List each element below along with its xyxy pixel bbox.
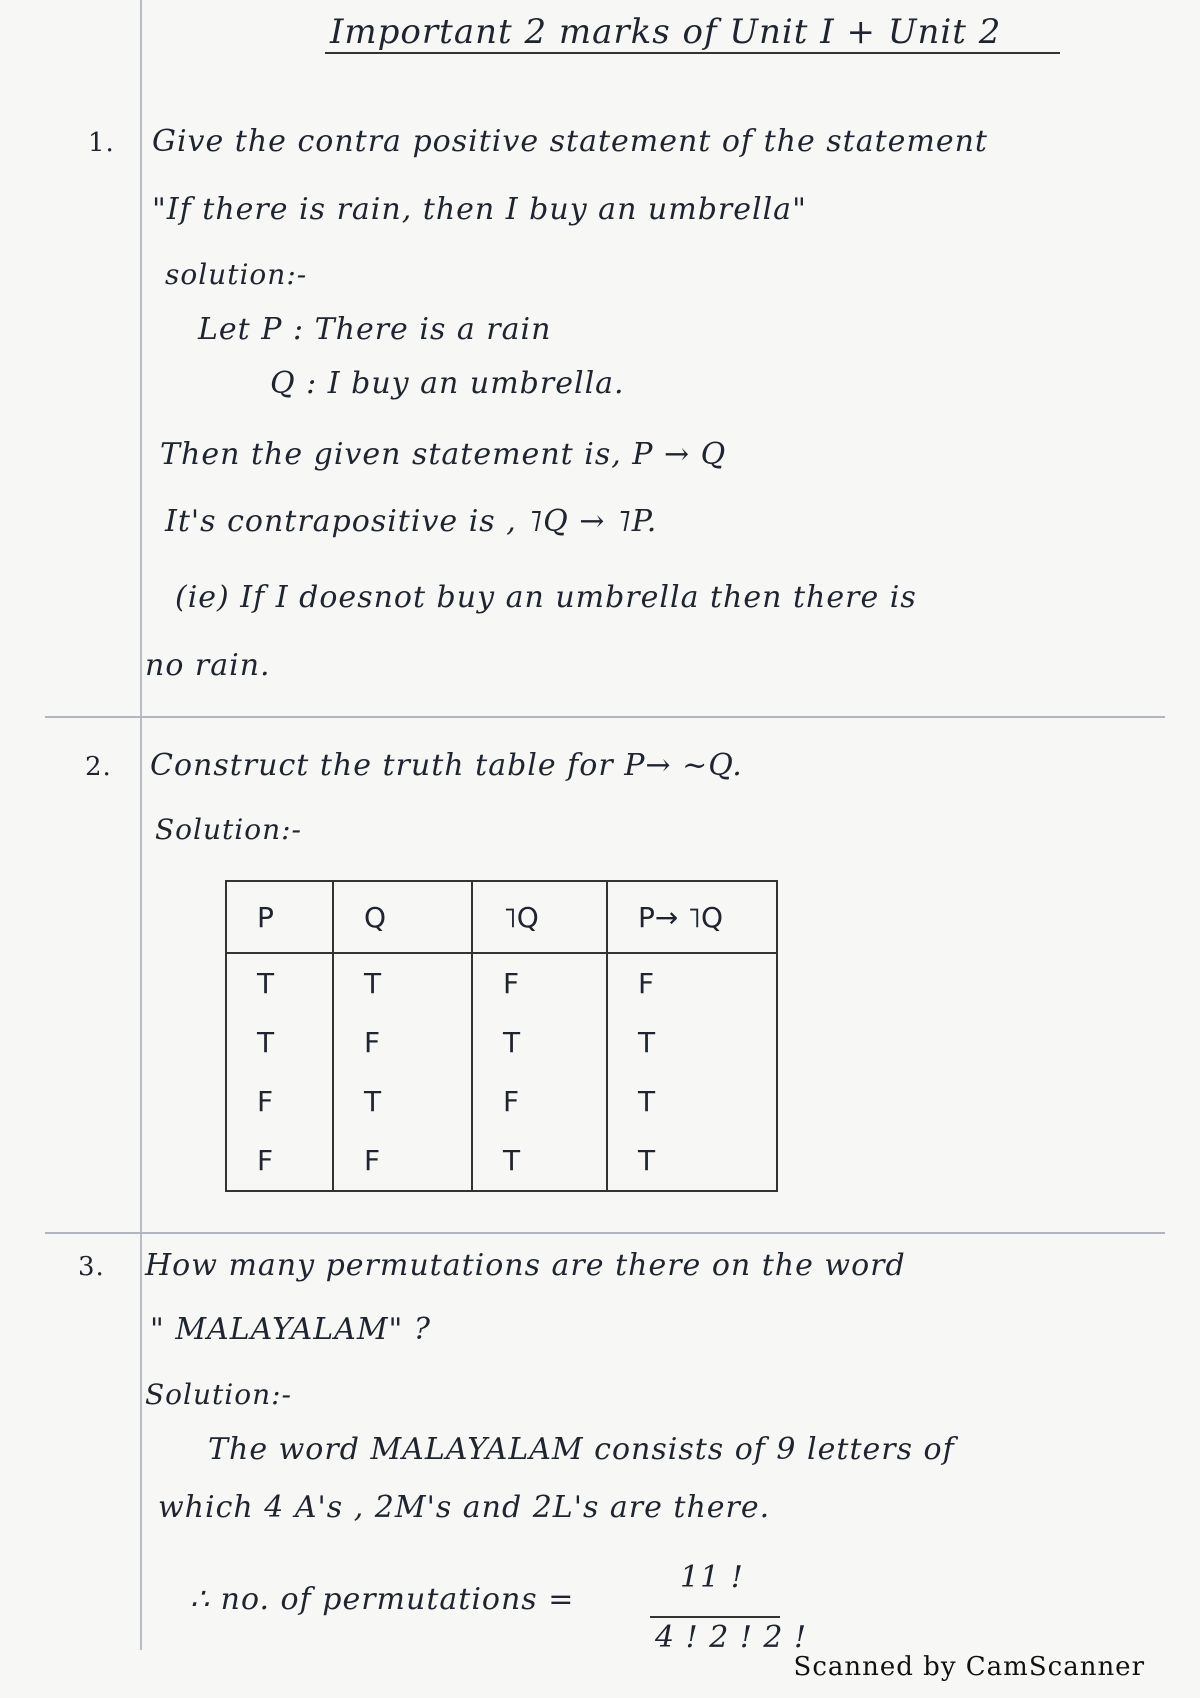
table-cell: F bbox=[226, 1131, 333, 1191]
margin-line bbox=[140, 0, 142, 1650]
truth-table-header-row bbox=[226, 881, 777, 953]
truth-table bbox=[225, 880, 778, 1192]
table-cell: F bbox=[333, 1131, 472, 1191]
q3-permutations-label: ∴ no. of permutations = bbox=[190, 1582, 575, 1617]
divider-1 bbox=[45, 716, 1165, 718]
q1-let-p: Let P : There is a rain bbox=[198, 312, 552, 347]
q1-ie-line2: no rain. bbox=[145, 648, 271, 683]
table-cell: T bbox=[607, 1072, 777, 1131]
table-cell: F bbox=[333, 1013, 472, 1072]
fraction-denominator: 4 ! 2 ! 2 ! bbox=[655, 1620, 808, 1655]
table-cell: T bbox=[333, 1072, 472, 1131]
table-cell: F bbox=[472, 953, 607, 1013]
table-row bbox=[226, 1072, 777, 1131]
title-underline bbox=[325, 52, 1060, 54]
table-row bbox=[226, 1131, 777, 1191]
table-cell: T bbox=[226, 1013, 333, 1072]
table-cell: T bbox=[607, 1013, 777, 1072]
page-title: Important 2 marks of Unit I + Unit 2 bbox=[330, 12, 1002, 52]
q2-question: Construct the truth table for P→ ~Q. bbox=[150, 748, 743, 783]
q1-number: 1. bbox=[88, 128, 115, 158]
table-row bbox=[226, 953, 777, 1013]
header-not-q: ˥Q bbox=[472, 881, 607, 953]
table-cell: F bbox=[607, 953, 777, 1013]
q1-then-statement: Then the given statement is, P → Q bbox=[160, 437, 727, 472]
q2-number: 2. bbox=[85, 752, 112, 782]
q1-let-q: Q : I buy an umbrella. bbox=[270, 366, 625, 401]
fraction-line bbox=[650, 1616, 780, 1618]
scanner-watermark: Scanned by CamScanner bbox=[793, 1652, 1145, 1682]
q1-question-line2: "If there is rain, then I buy an umbrella" bbox=[152, 192, 807, 227]
q1-solution-label: solution:- bbox=[165, 258, 308, 291]
q3-solution-line1: The word MALAYALAM consists of 9 letters of bbox=[208, 1432, 955, 1467]
table-cell: T bbox=[333, 953, 472, 1013]
header-p: P bbox=[226, 881, 333, 953]
fraction-numerator: 11 ! bbox=[680, 1560, 744, 1595]
q2-solution-label: Solution:- bbox=[155, 813, 303, 846]
table-cell: T bbox=[472, 1131, 607, 1191]
q3-question-line2: " MALAYALAM" ? bbox=[150, 1312, 431, 1347]
table-cell: F bbox=[472, 1072, 607, 1131]
q3-solution-line2: which 4 A's , 2M's and 2L's are there. bbox=[158, 1490, 771, 1525]
divider-2 bbox=[45, 1232, 1165, 1234]
table-cell: F bbox=[226, 1072, 333, 1131]
q3-question-line1: How many permutations are there on the word bbox=[145, 1248, 906, 1283]
table-cell: T bbox=[226, 953, 333, 1013]
table-row bbox=[226, 1013, 777, 1072]
q1-question-line1: Give the contra positive statement of the statement bbox=[152, 124, 988, 159]
header-q: Q bbox=[333, 881, 472, 953]
q3-number: 3. bbox=[78, 1252, 105, 1282]
header-p-implies-not-q: P→ ˥Q bbox=[607, 881, 777, 953]
q1-contrapositive: It's contrapositive is , ˥Q → ˥P. bbox=[165, 504, 658, 539]
table-cell: T bbox=[472, 1013, 607, 1072]
table-cell: T bbox=[607, 1131, 777, 1191]
q1-ie-line1: (ie) If I doesnot buy an umbrella then there is bbox=[175, 580, 917, 615]
q3-solution-label: Solution:- bbox=[145, 1378, 293, 1411]
